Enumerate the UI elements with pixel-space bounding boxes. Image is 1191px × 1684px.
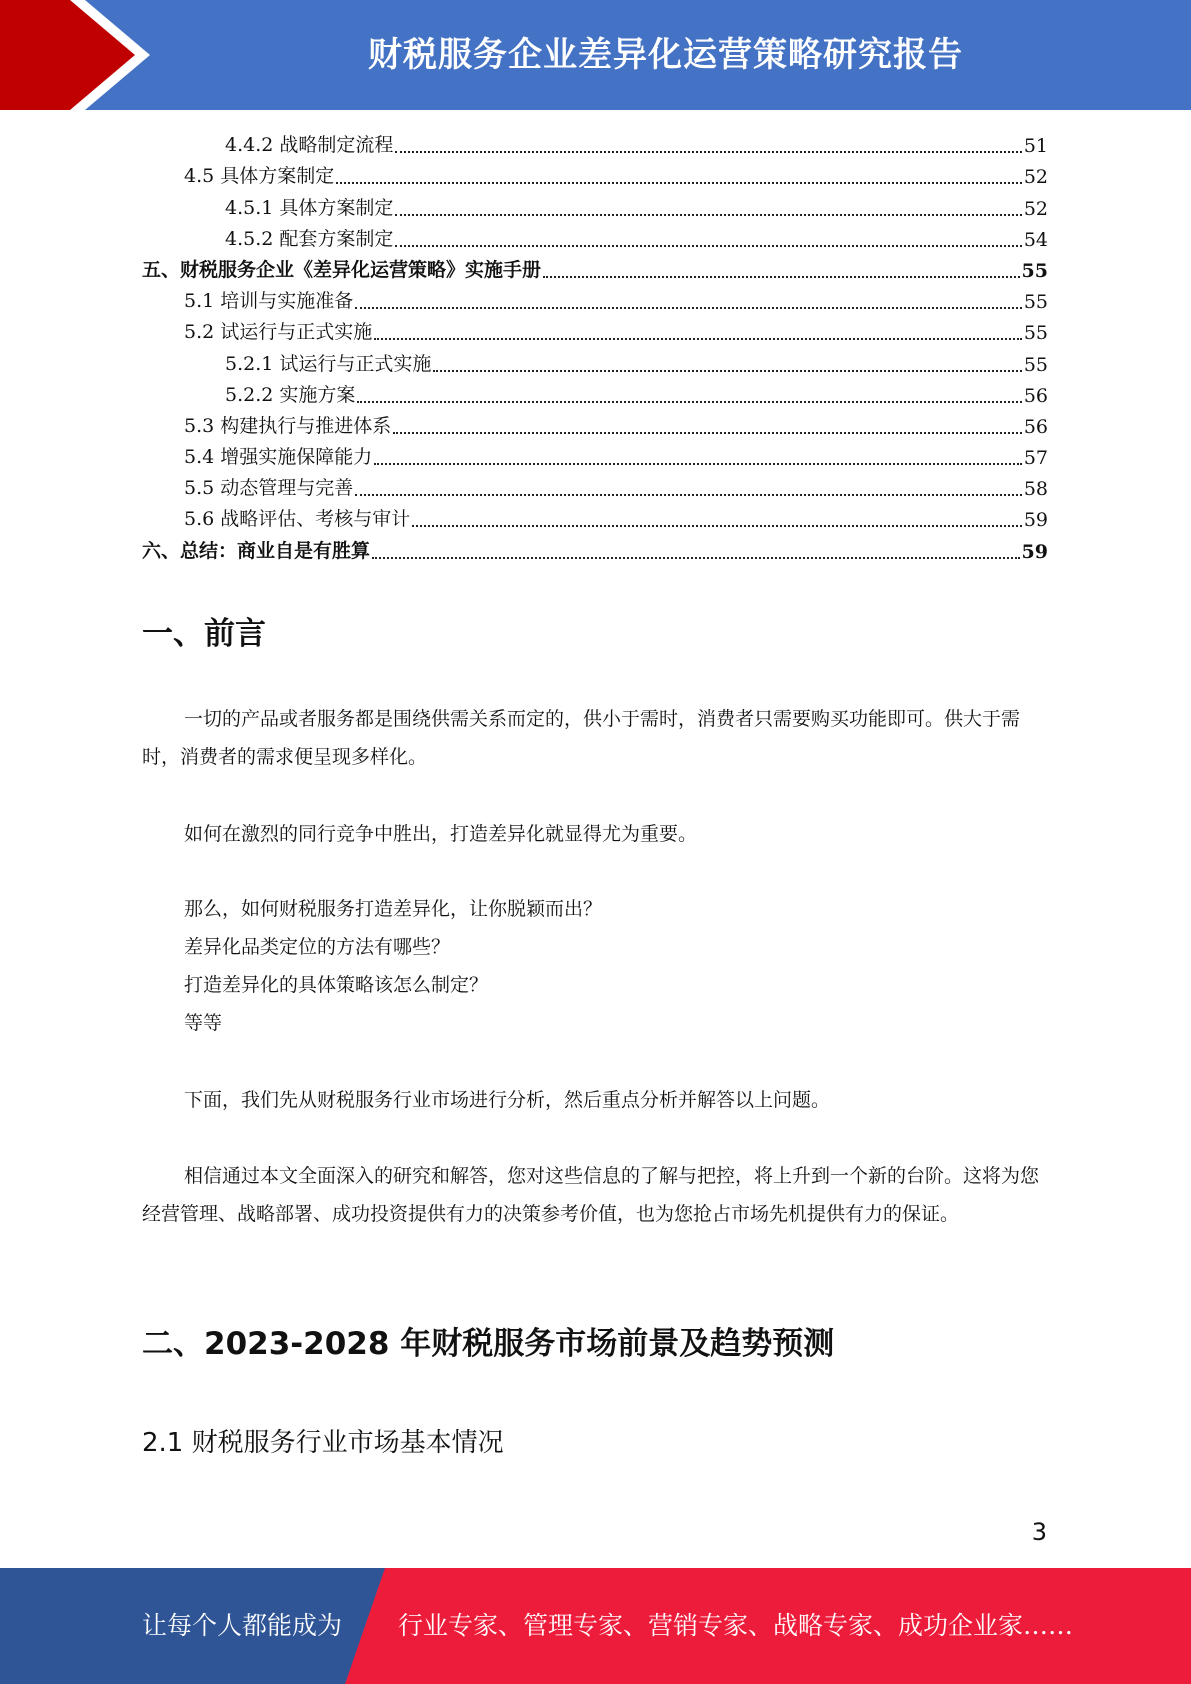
toc-entry-title: 五、财税服务企业《差异化运营策略》实施手册: [142, 258, 542, 281]
paragraph: 相信通过本文全面深入的研究和解答，您对这些信息的了解与把控，将上升到一个新的台阶。这将为您经营管理、战略部署、成功投资提供有力的决策参考价值，也为您抢占市场先机提供有力的保证。: [142, 1165, 1040, 1225]
subsection-heading: 2.1 财税服务行业市场基本情况: [142, 1428, 504, 1458]
toc-entry-title: 4.5.2 配套方案制定: [225, 227, 394, 250]
toc-entry-title: 六、总结：商业自是有胜算: [142, 539, 371, 562]
toc-entry-title: 5.2.2 实施方案: [225, 383, 356, 406]
toc-dot-leader: [412, 525, 1022, 527]
toc-entry[interactable]: [142, 128, 1048, 159]
toc-dot-leader: [357, 401, 1021, 403]
toc-entry[interactable]: [142, 222, 1048, 253]
toc-entry-page: 56: [1023, 415, 1048, 438]
toc-dot-leader: [372, 557, 1020, 559]
question-line: 差异化品类定位的方法有哪些？: [184, 936, 451, 958]
toc-entry[interactable]: [142, 409, 1048, 440]
toc-dot-leader: [395, 214, 1021, 216]
toc-dot-leader: [543, 276, 1020, 278]
question-line: 那么，如何财税服务打造差异化，让你脱颖而出？: [184, 898, 603, 920]
toc-entry-title: 4.5.1 具体方案制定: [225, 196, 394, 219]
toc-dot-leader: [336, 182, 1022, 184]
toc-dot-leader: [374, 463, 1022, 465]
toc-entry[interactable]: [142, 440, 1048, 471]
toc-entry-page: 52: [1023, 197, 1048, 220]
question-line: 等等: [184, 1012, 223, 1034]
toc-dot-leader: [395, 151, 1021, 153]
paragraph: 一切的产品或者服务都是围绕供需关系而定的，供小于需时，消费者只需要购买功能即可。供大于需时，消费者的需求便呈现多样化。: [142, 708, 1021, 768]
toc-dot-leader: [433, 370, 1021, 372]
paragraph: 下面，我们先从财税服务行业市场进行分析，然后重点分析并解答以上问题。: [184, 1089, 831, 1111]
toc-entry[interactable]: [142, 190, 1048, 221]
toc-entry[interactable]: [142, 284, 1048, 315]
toc-dot-leader: [355, 307, 1022, 309]
table-of-contents: [142, 128, 1048, 565]
toc-entry-page: 54: [1023, 228, 1048, 251]
toc-entry-page: 56: [1023, 384, 1048, 407]
toc-entry-page: 55: [1023, 291, 1048, 314]
header-title: 财税服务企业差异化运营策略研究报告: [368, 35, 963, 75]
toc-entry-page: 58: [1023, 478, 1048, 501]
question-line: 打造差异化的具体策略该怎么制定？: [184, 974, 489, 996]
footer-slogan-right: 行业专家、管理专家、营销专家、战略专家、成功企业家……: [398, 1611, 1074, 1640]
toc-entry-page: 57: [1023, 447, 1048, 470]
toc-entry-page: 59: [1023, 509, 1048, 532]
toc-entry[interactable]: [142, 253, 1048, 284]
toc-entry-page: 52: [1023, 166, 1048, 189]
section-heading-preface: 一、前言: [142, 616, 266, 652]
page-header: [0, 0, 1191, 110]
toc-entry-page: 59: [1021, 540, 1048, 563]
toc-entry-title: 5.2 试运行与正式实施: [184, 321, 373, 344]
toc-dot-leader: [374, 338, 1022, 340]
toc-entry[interactable]: [142, 471, 1048, 502]
toc-entry-page: 55: [1023, 322, 1048, 345]
toc-entry[interactable]: [142, 159, 1048, 190]
toc-entry-title: 5.3 构建执行与推进体系: [184, 414, 392, 437]
page-number: 3: [1031, 1518, 1047, 1546]
toc-dot-leader: [355, 494, 1022, 496]
toc-entry-title: 4.4.2 战略制定流程: [225, 134, 394, 157]
toc-entry-page: 55: [1021, 259, 1048, 282]
toc-dot-leader: [393, 432, 1022, 434]
toc-entry[interactable]: [142, 378, 1048, 409]
paragraph: 如何在激烈的同行竞争中胜出，打造差异化就显得尤为重要。: [184, 823, 698, 845]
toc-entry-title: 5.1 培训与实施准备: [184, 290, 354, 313]
toc-entry-page: 55: [1023, 353, 1048, 376]
toc-entry[interactable]: [142, 346, 1048, 377]
toc-entry-title: 5.6 战略评估、考核与审计: [184, 508, 411, 531]
toc-entry[interactable]: [142, 315, 1048, 346]
footer-slogan-left: 让每个人都能成为: [142, 1611, 343, 1640]
page-footer: [0, 1568, 1191, 1684]
toc-entry-title: 5.5 动态管理与完善: [184, 477, 354, 500]
toc-entry[interactable]: [142, 502, 1048, 533]
toc-entry-page: 51: [1023, 135, 1048, 158]
section-heading-market-forecast: 二、2023-2028 年财税服务市场前景及趋势预测: [142, 1326, 835, 1362]
toc-entry-title: 5.2.1 试运行与正式实施: [225, 352, 432, 375]
header-arrow-icon: [0, 0, 160, 110]
toc-entry[interactable]: [142, 533, 1048, 564]
toc-entry-title: 4.5 具体方案制定: [184, 165, 335, 188]
toc-dot-leader: [395, 245, 1021, 247]
toc-entry-title: 5.4 增强实施保障能力: [184, 446, 373, 469]
